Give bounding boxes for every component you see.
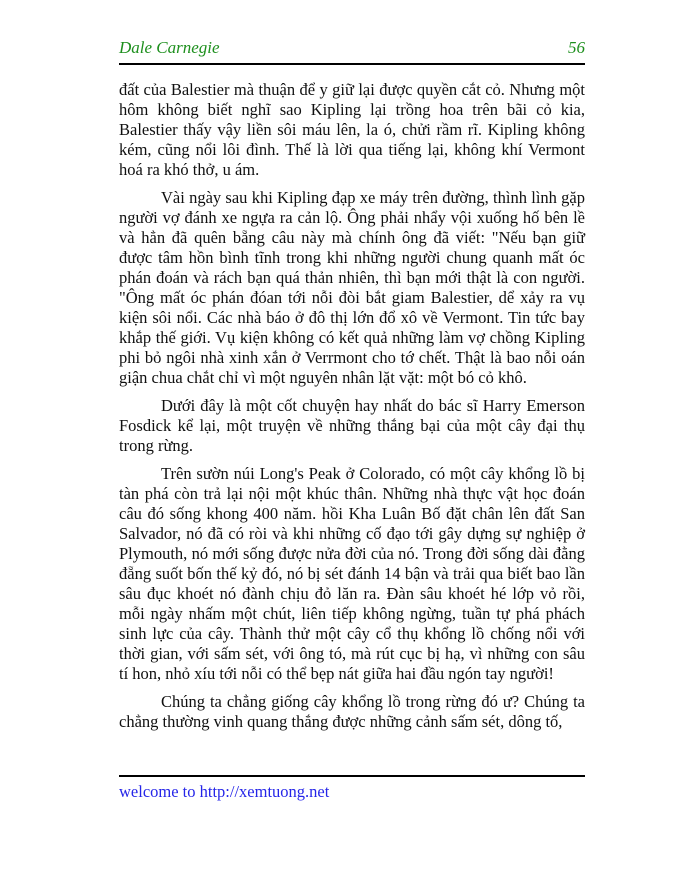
page-footer	[119, 775, 585, 802]
body-text	[119, 80, 585, 732]
page-header	[119, 38, 585, 65]
page-number: 56	[568, 38, 585, 57]
paragraph: Chúng ta chẳng giống cây khổng lồ trong rừng đó ư? Chúng ta chẳng thường vinh quang thắng được những cảnh sấm sét, dông tố,	[119, 692, 585, 731]
page-content	[119, 38, 585, 740]
paragraph: Vài ngày sau khi Kipling đạp xe máy trên đường, thình lình gặp người vợ đánh xe ngựa ra cản lộ. Ông phải nhẩy vội xuống hố bên lề và hẳn đã quên bẵng câu này mà chính ông đã viết: "Nếu bạn giữ được tâm hồn bình tĩnh trong khi những người chung quanh mất óc phán đoán và rách bạn quá thản nhiên, thì bạn mới thật là con người. "Ông mất óc phán đóan tới nỗi đòi bắt giam Balestier, dể xảy ra vụ kiện sôi nổi. Các nhà báo ở đô thị lớn đổ xô về Vermont. Tin tức bay khắp thế giới. Vụ kiện không có kết quả những làm vợ chồng Kipling phi bỏ ngôi nhà xinh xắn ở Verrmont cho tớ chết. Thật là bao nỗi oán giận chua chắt chỉ vì một nguyên nhân lặt vặt: một bó cỏ khô.	[119, 188, 585, 387]
paragraph: Dưới đây là một cốt chuyện hay nhất do bác sĩ Harry Emerson Fosdick kể lại, một truyện về những thắng bại của một cây đại thụ trong rừng.	[119, 396, 585, 455]
footer-website-link[interactable]: welcome to http://xemtuong.net	[119, 782, 330, 801]
paragraph: đất của Balestier mà thuận để y giữ lại được quyền cắt cỏ. Nhưng một hôm không biết nghĩ sao Kipling lại trồng hoa trên bãi cỏ kia, Balestier thấy vậy liền sôi máu lên, la ó, chửi rầm rĩ. Kipling không kém, cũng nổi lôi đình. Thế là lời qua tiếng lại, không khí Vermont hoá ra khó thở, u ám.	[119, 80, 585, 179]
paragraph: Trên sườn núi Long's Peak ở Colorado, có một cây khổng lồ bị tàn phá còn trả lại nội một khúc thân. Những nhà thực vật học đoán câu đó sống khong 400 năm. hồi Kha Luân Bố đặt chân lên đất San Salvador, nó đã có ròi và khi những cố đạo tới gây dựng sự nghiệp ở Plymouth, nó mới sống được nửa đời của nó. Trong đời sống dài đằng đẵng suốt bốn thế kỷ đó, nó bị sét đánh 14 bận và trải qua biết bao lần sâu đục khoét nó đành chịu đỏ lăn ra. Đàn sâu khoét hé lớp vỏ rồi, mỗi ngày nhấm một chút, liên tiếp không ngừng, tuần tự phá phách sinh lực của cây. Thành thử một cây cổ thụ khổng lồ chống nổi với thời gian, với sấm sét, với ông tó, mà rút cục bị hạ, vì những con sâu tí hon, nhỏ xíu tới nỗi có thể bẹp nát giữa hai đầu ngón tay người!	[119, 464, 585, 683]
header-author: Dale Carnegie	[119, 38, 220, 57]
